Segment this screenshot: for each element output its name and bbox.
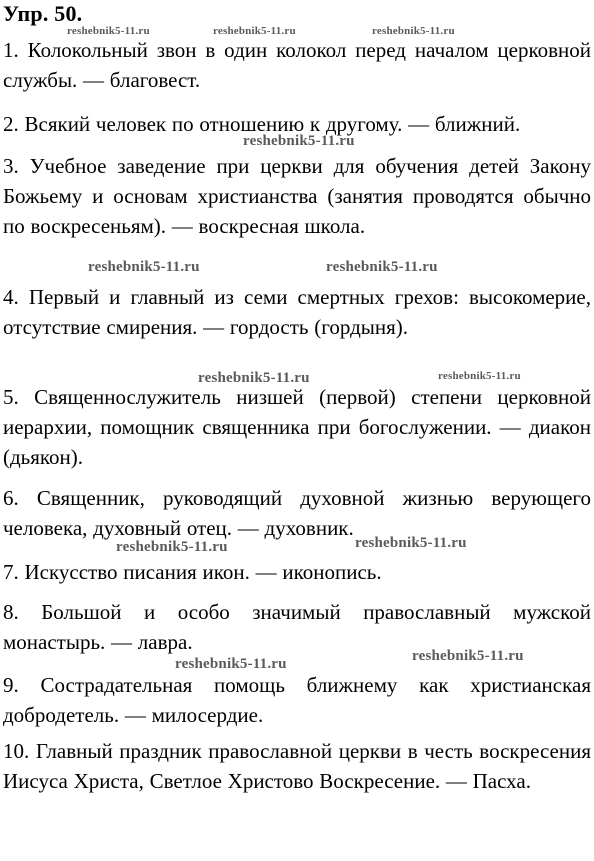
watermark: reshebnik5-11.ru — [88, 259, 200, 275]
watermark: reshebnik5-11.ru — [438, 370, 521, 382]
watermark: reshebnik5-11.ru — [116, 539, 228, 555]
watermark: reshebnik5-11.ru — [326, 259, 438, 275]
watermark: reshebnik5-11.ru — [243, 133, 355, 149]
watermark: reshebnik5-11.ru — [175, 656, 287, 672]
list-item: 6. Священник, руководящий духовной жизнью верующего человека, духовный отец. — духовник. — [3, 486, 591, 540]
list-item: 7. Искусство писания икон. — иконопись. — [3, 560, 382, 584]
watermark: reshebnik5-11.ru — [412, 648, 524, 664]
list-item: 4. Первый и главный из семи смертных грехов: высокомерие, отсутствие смирения. — гордость (гордыня). — [3, 285, 591, 339]
list-item: 10. Главный праздник православной церкви в честь воскресения Иисуса Христа, Светлое Христово Воскресение. — Пасха. — [3, 739, 591, 793]
watermark: reshebnik5-11.ru — [198, 370, 310, 386]
watermark: reshebnik5-11.ru — [372, 25, 455, 37]
list-item: 9. Сострадательная помощь ближнему как христианская добродетель. — милосердие. — [3, 673, 591, 727]
list-item: 3. Учебное заведение при церкви для обучения детей Закону Божьему и основам христианства (занятия проводятся обычно по воскресеньям). — воскресная школа. — [3, 154, 591, 238]
list-item: 1. Колокольный звон в один колокол перед началом церковной службы. — благовест. — [3, 38, 591, 92]
list-item: 8. Большой и особо значимый православный мужской монастырь. — лавра. — [3, 600, 591, 654]
watermark: reshebnik5-11.ru — [67, 25, 150, 37]
list-item: 2. Всякий человек по отношению к другому. — ближний. — [3, 112, 521, 136]
exercise-heading: Упр. 50. — [3, 1, 83, 26]
watermark: reshebnik5-11.ru — [355, 535, 467, 551]
watermark: reshebnik5-11.ru — [213, 25, 296, 37]
list-item: 5. Священнослужитель низшей (первой) степени церковной иерархии, помощник священника при богослужении. — диакон (дьякон). — [3, 385, 591, 469]
